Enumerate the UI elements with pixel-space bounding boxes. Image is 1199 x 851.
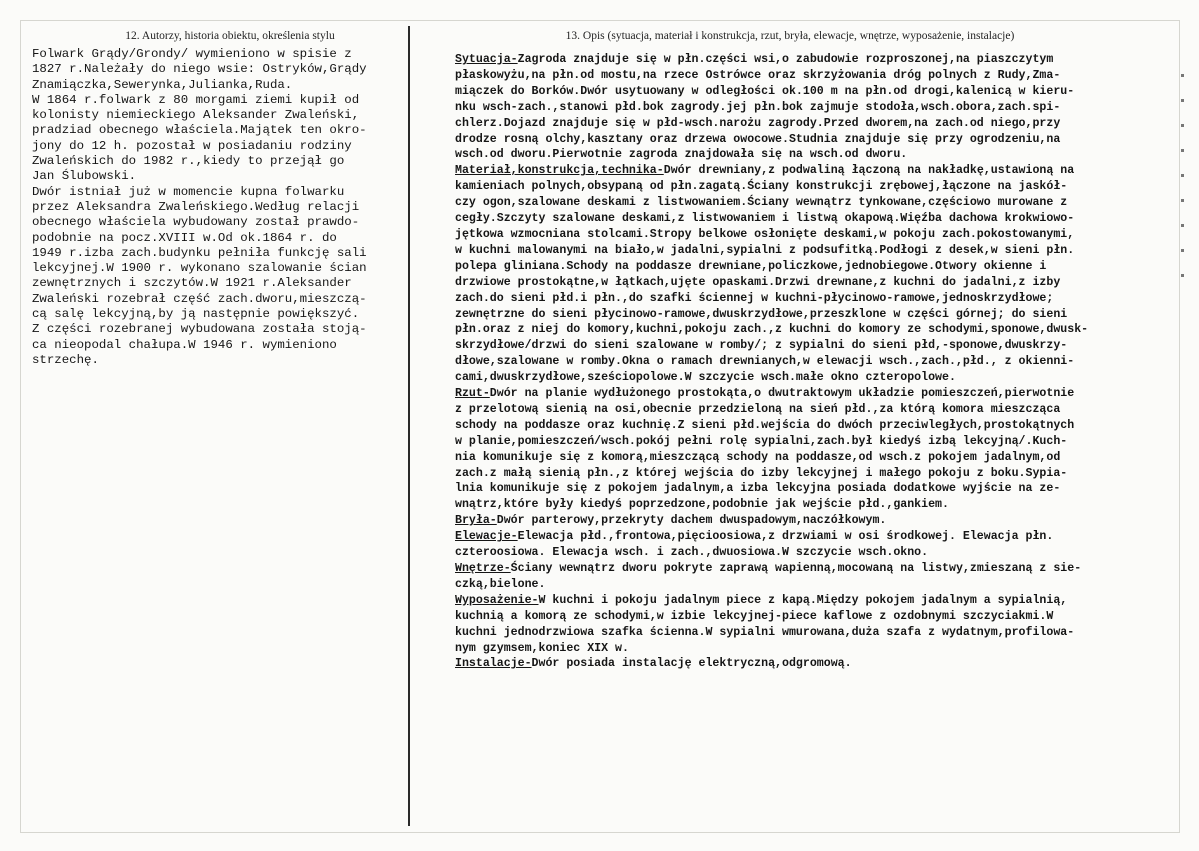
description-text-line xyxy=(455,609,1175,625)
history-text-line: Zwaleński rozebrał część zach.dworu,mieszczą- xyxy=(32,291,367,306)
description-text-line xyxy=(455,418,1175,434)
section-heading: Elewacje- xyxy=(455,530,518,544)
history-text-line: Folwark Grądy/Grondy/ wymieniono w spisie z xyxy=(32,47,352,61)
history-text-line: kolonisty niemieckiego Aleksander Zwaleński, xyxy=(32,108,360,123)
description-text: zach.do sieni płd.i płn.,do szafki ściennej w kuchni-płycinowo-ramowe,jednoskrzydłowe; xyxy=(455,291,1054,305)
description-text: wsch.od dworu.Pierwotnie zagroda znajdowała się na wsch.od dworu. xyxy=(455,148,908,162)
description-text-line xyxy=(455,338,1175,354)
description-text-line xyxy=(455,497,1175,513)
description-text: dłowe,szalowane w romby.Okna o ramach drewnianych,w elewacji wsch.,zach.,płd., z okienni- xyxy=(455,355,1075,369)
description-text-line xyxy=(455,163,1175,179)
scan-margin-marks xyxy=(1181,52,1187,352)
history-text-line: obecnego właściela wybudowany został prawdo- xyxy=(32,215,360,230)
section-heading: Sytuacja- xyxy=(455,53,518,66)
history-text-line: lekcyjnej.W 1900 r. wykonano szalowanie ścian xyxy=(32,261,367,276)
description-text-line xyxy=(455,481,1175,497)
description-text-line xyxy=(455,656,1175,672)
description-text: kuchni jednodrzwiowa szafka ścienna.W sypialni wmurowana,duża szafa z wydatnym,profilowa- xyxy=(455,625,1075,639)
description-text-line xyxy=(455,291,1175,307)
description-text: lnia komunikuje się z pokojem jadalnym,a izba lekcyjna posiada dodatkowe wyjście na ze- xyxy=(455,482,1061,496)
description-text: czką,bielone. xyxy=(455,577,546,591)
section-heading: Wyposażenie- xyxy=(455,593,539,607)
description-text-line xyxy=(455,450,1175,466)
description-text-line xyxy=(455,466,1175,482)
description-text: Zagroda znajduje się w płn.części wsi,o zabudowie rozproszonej,na piaszczytym xyxy=(517,53,1054,66)
description-text-line xyxy=(455,52,1175,68)
description-text: płn.oraz z niej do komory,kuchni,pokoju zach.,z kuchni do komory ze schodymi,sponowe,dwusk- xyxy=(455,323,1089,337)
description-text-line xyxy=(455,195,1175,211)
description-text-line xyxy=(455,116,1175,132)
description-text: płaskowyżu,na płn.od mostu,na rzece Ostrówce oraz skrzyżowania dróg polnych z Rudy,Zma- xyxy=(455,68,1061,82)
description-text-line xyxy=(455,641,1175,657)
description-text-line xyxy=(455,259,1175,275)
description-text: Ściany wewnątrz dworu pokryte zaprawą wapienną,mocowaną na listwy,zmieszaną z sie- xyxy=(510,562,1082,575)
history-text-line: 1949 r.izba zach.budynku pełniła funkcję sali xyxy=(32,245,367,260)
description-text-line xyxy=(455,513,1175,529)
column-divider xyxy=(408,26,410,826)
history-text-line: Zwaleńskich do 1982 r.,kiedy to przejął go xyxy=(32,154,345,169)
description-text: Dwór parterowy,przekryty dachem dwuspadowym,naczółkowym. xyxy=(496,514,887,528)
description-text-line xyxy=(455,275,1175,291)
description-text-line xyxy=(455,370,1175,386)
description-text-line xyxy=(455,68,1175,84)
section-13-header: 13. Opis (sytuacja, materiał i konstrukcja, rzut, bryła, elewacje, wnętrze, wyposażenie, instalacje) xyxy=(565,30,1015,42)
history-text-line: ca nieopodal chałupa.W 1946 r. wymieniono xyxy=(32,337,337,352)
description-text: wnątrz,które były kiedyś poprzedzone,podobnie jak wejście płd.,gankiem. xyxy=(455,498,949,512)
description-text: kamieniach polnych,obsypaną od płn.zagatą.Ściany konstrukcji zrębowej,łączone na jaskół- xyxy=(455,180,1068,194)
description-text-line xyxy=(455,529,1175,545)
description-text-line xyxy=(455,100,1175,116)
description-text: z przelotową sienią na osi,obecnie przedzieloną na sień płd.,za którą komora mieszcząca xyxy=(455,402,1061,416)
section-heading: Materiał,konstrukcja,technika- xyxy=(455,164,664,178)
description-text: nym gzymsem,koniec XIX w. xyxy=(455,641,629,655)
description-text: drodze rosną olchy,kasztany oraz drzewa owocowe.Studnia znajduje się przy ogrodzeniu,na xyxy=(455,132,1061,146)
description-text: chlerz.Dojazd znajduje się w płd-wsch.narożu zagrody.Przed dworem,na zach.od niego,przy xyxy=(455,116,1061,130)
history-text-line: cą salę lekcyjną,by ją następnie powiększyć. xyxy=(32,307,360,322)
section-heading: Rzut- xyxy=(455,387,490,401)
history-text-line: Dwór istniał już w momencie kupna folwarku xyxy=(32,184,345,199)
description-text-line xyxy=(455,561,1175,577)
description-text-line xyxy=(455,179,1175,195)
description-text-line xyxy=(455,402,1175,418)
description-text-line xyxy=(455,434,1175,450)
description-text: cami,dwuskrzydłowe,sześciopolowe.W szczycie wsch.małe okno czteropolowe. xyxy=(455,371,956,385)
section-heading: Bryła- xyxy=(455,514,497,528)
description-text: w planie,pomieszczeń/wsch.pokój pełni rolę sypialni,zach.był kiedyś izbą lekcyjną/.Kuch- xyxy=(455,434,1068,448)
description-text: Elewacja płd.,frontowa,pięcioosiowa,z drzwiami w osi środkowej. Elewacja płn. xyxy=(517,530,1054,544)
description-text-line xyxy=(455,386,1175,402)
description-text: czteroosiowa. Elewacja wsch. i zach.,dwuosiowa.W szczycie wsch.okno. xyxy=(455,546,929,560)
description-text-line xyxy=(455,322,1175,338)
history-text-line: przez Aleksandra Zwaleńskiego.Według relacji xyxy=(32,199,360,214)
description-text-line xyxy=(455,625,1175,641)
description-text-line xyxy=(455,227,1175,243)
description-text: jętkowa wzmocniana stolcami.Stropy belkowe osłonięte deskami,w pokoju zach.pokostowanymi, xyxy=(455,227,1075,241)
description-text: Dwór na planie wydłużonego prostokąta,o dwutraktowym układzie pomieszczeń,pierwotnie xyxy=(489,387,1075,401)
section-12-header: 12. Autorzy, historia obiektu, określenia stylu xyxy=(125,30,335,42)
description-text-line xyxy=(455,243,1175,259)
section-heading: Wnętrze- xyxy=(455,562,511,575)
history-text-line: 1827 r.Należały do niego wsie: Ostryków,Grądy xyxy=(32,62,367,77)
description-text: Dwór drewniany,z podwaliną łączoną na nakładkę,ustawioną na xyxy=(663,164,1075,178)
history-text-line: Znamiączka,Sewerynka,Julianka,Ruda. xyxy=(32,77,293,92)
description-text: czy ogon,szalowane deskami z listwowaniem.Ściany wewnątrz tynkowane,częściowo murowane z xyxy=(455,196,1068,210)
description-text: nia komunikuje się z komorą,mieszczącą schody na poddasze,od wsch.z pokojem jadalnym,od xyxy=(455,450,1061,464)
section-heading: Instalacje- xyxy=(455,657,532,671)
description-text-line xyxy=(455,593,1175,609)
history-text-line: W 1864 r.folwark z 80 morgami ziemi kupił od xyxy=(32,92,360,107)
history-text-line: jony do 12 h. pozostał w posiadaniu rodziny xyxy=(32,138,352,153)
history-column xyxy=(32,47,406,368)
description-text-line xyxy=(455,84,1175,100)
description-text: Dwór posiada instalację elektryczną,odgromową. xyxy=(531,657,852,671)
description-text: miączek do Borków.Dwór usytuowany w odległości ok.100 m na płn.od drogi,kalenicą w kieru- xyxy=(455,84,1075,98)
description-text-line xyxy=(455,545,1175,561)
description-text-line xyxy=(455,132,1175,148)
history-text-line: podobnie na pocz.XVIII w.Od ok.1864 r. do xyxy=(32,230,337,245)
description-text: nku wsch-zach.,stanowi płd.bok zagrody.jej płn.bok zajmuje stodoła,wsch.obora,zach.spi- xyxy=(455,100,1061,114)
description-text: schody na poddasze oraz kuchnię.Z sieni płd.wejścia do dwóch przeciwległych,prostokątnych xyxy=(455,418,1075,432)
description-text-line xyxy=(455,577,1175,593)
history-text-line: Jan Ślubowski. xyxy=(32,169,137,184)
description-text: zach.z małą sienią płn.,z której wejścia do izby lekcyjnej i małego pokoju z boku.Sypia- xyxy=(455,466,1068,480)
description-text: skrzydłowe/drzwi do sieni szalowane w romby/; z sypialni do sieni płd,-sponowe,dwuskrzy- xyxy=(455,339,1068,353)
description-text: W kuchni i pokoju jadalnym piece z kapą.Między pokojem jadalnym a sypialnią, xyxy=(538,593,1068,607)
history-text-line: pradziad obecnego właściela.Majątek ten okro- xyxy=(32,123,367,138)
description-text-line xyxy=(455,307,1175,323)
description-text-line xyxy=(455,211,1175,227)
description-text: w kuchni malowanymi na biało,w jadalni,sypialni z podsufitką.Podłogi z desek,w sieni płn. xyxy=(455,243,1075,257)
description-text: polepa gliniana.Schody na poddasze drewniane,policzkowe,jednobiegowe.Otwory okienne i xyxy=(455,259,1047,273)
description-text-line xyxy=(455,354,1175,370)
description-text: drzwiowe prostokątne,w łątkach,ujęte opaskami.Drzwi drewnane,z kuchni do jadalni,z izby xyxy=(455,275,1061,289)
description-text: cegły.Szczyty szalowane deskami,z listwowaniem i listwą okapową.Więźba dachowa krokwiowo- xyxy=(455,212,1075,226)
description-text: zewnętrzne do sieni płycinowo-ramowe,dwuskrzydłowe,przeszklone w części górnej; do sieni xyxy=(455,307,1068,321)
history-text-line: strzechę. xyxy=(32,352,99,367)
description-text-line xyxy=(455,147,1175,163)
description-text: kuchnią a komorą ze schodymi,w izbie lekcyjnej-piece kaflowe z ozdobnymi szczyciakmi.W xyxy=(455,609,1054,623)
description-column xyxy=(455,52,1175,672)
history-text-line: Z części rozebranej wybudowana została stoją- xyxy=(32,322,367,337)
history-text-line: zewnętrznych i szczytów.W 1921 r.Aleksander xyxy=(32,276,352,291)
